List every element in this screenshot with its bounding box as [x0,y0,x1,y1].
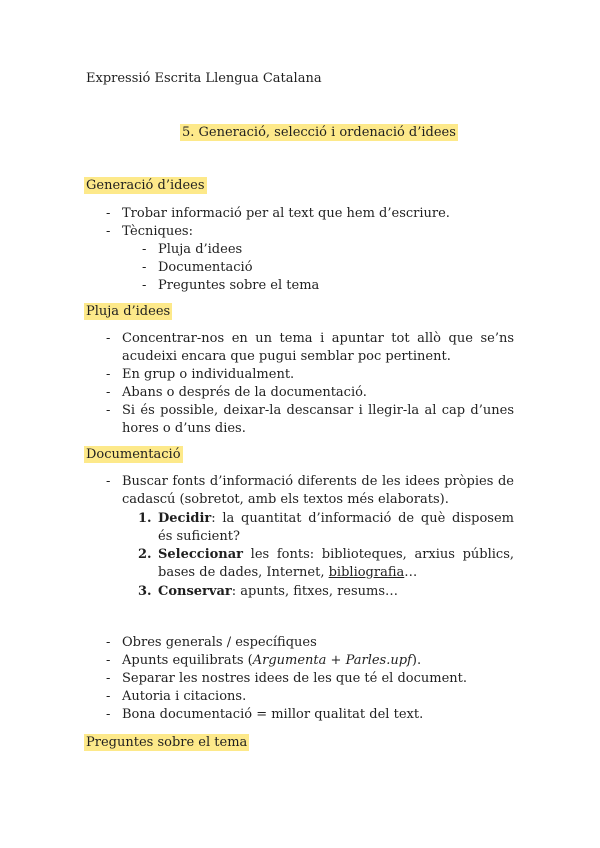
list-item: Obres generals / específiques [122,635,317,650]
apunts-end: ). [411,653,422,668]
heading-generacio [84,177,207,195]
step-term: Seleccionar [158,547,244,562]
heading-pluja [84,303,172,321]
heading-preguntes-text: Preguntes sobre el tema [86,735,248,750]
bullet-dash: - [106,403,111,418]
step-text: les fonts: biblioteques, arxius públics, bases de dades, Internet, [158,547,514,580]
step-number: 2. [138,547,152,562]
step-text: : apunts, fitxes, resums… [231,584,399,599]
bullet-dash: - [106,707,111,722]
list-item: Bona documentació = millor qualitat del text. [122,707,424,722]
bibliografia-link[interactable]: bibliografia [328,565,405,580]
step-text: : la quantitat d’informació de què disposem és suficient? [158,511,514,544]
document-title [180,124,458,142]
bullet-dash: - [106,206,111,221]
bullet-dash: - [106,635,111,650]
bullet-dash: - [142,278,147,293]
bullet-dash: - [106,385,111,400]
apunts-text: Apunts equilibrats ( [122,653,253,668]
parles-text: Parles.upf [345,653,412,668]
heading-preguntes [84,734,249,752]
sub-list-item: Documentació [158,260,253,275]
heading-documentacio-text: Documentació [86,447,181,462]
step-number: 1. [138,511,152,526]
bullet-dash: - [142,242,147,257]
step-item [158,583,398,601]
heading-generacio-text: Generació d’idees [86,178,205,193]
document-header: Expressió Escrita Llengua Catalana [86,71,322,86]
step-term: Decidir [158,511,212,526]
step-text-end: … [404,565,418,580]
plus-text: + [326,653,346,668]
list-item: Si és possible, deixar-la descansar i llegir-la al cap d’unes hores o d’uns dies. [122,403,514,436]
title-highlight: 5. Generació, selecció i ordenació d’idees [182,125,456,140]
list-item: Buscar fonts d’informació diferents de les idees pròpies de cadascú (sobretot, amb els textos més elaborats). [122,474,514,507]
list-item: Separar les nostres idees de les que té el document. [122,671,468,686]
sub-list-item: Pluja d’idees [158,242,243,257]
step-item [158,546,514,582]
step-number: 3. [138,584,152,599]
bullet-dash: - [106,671,111,686]
list-item: Concentrar-nos en un tema i apuntar tot allò que se’ns acudeixi encara que pugui semblar poc pertinent. [122,331,514,364]
list-item: Abans o després de la documentació. [122,385,367,400]
list-item: Tècniques: [122,224,193,239]
list-item [122,652,421,670]
step-item [158,510,514,546]
argumenta-text: Argumenta [252,653,327,668]
bullet-dash: - [142,260,147,275]
bullet-dash: - [106,224,111,239]
list-item: Autoria i citacions. [122,689,247,704]
list-item: Trobar informació per al text que hem d’escriure. [122,206,450,221]
bullet-dash: - [106,689,111,704]
bullet-dash: - [106,367,111,382]
bullet-dash: - [106,331,111,346]
sub-list-item: Preguntes sobre el tema [158,278,320,293]
heading-documentacio [84,446,183,464]
bullet-dash: - [106,653,111,668]
heading-pluja-text: Pluja d’idees [86,304,171,319]
list-item: En grup o individualment. [122,367,295,382]
step-term: Conservar [158,584,232,599]
bullet-dash: - [106,474,111,489]
